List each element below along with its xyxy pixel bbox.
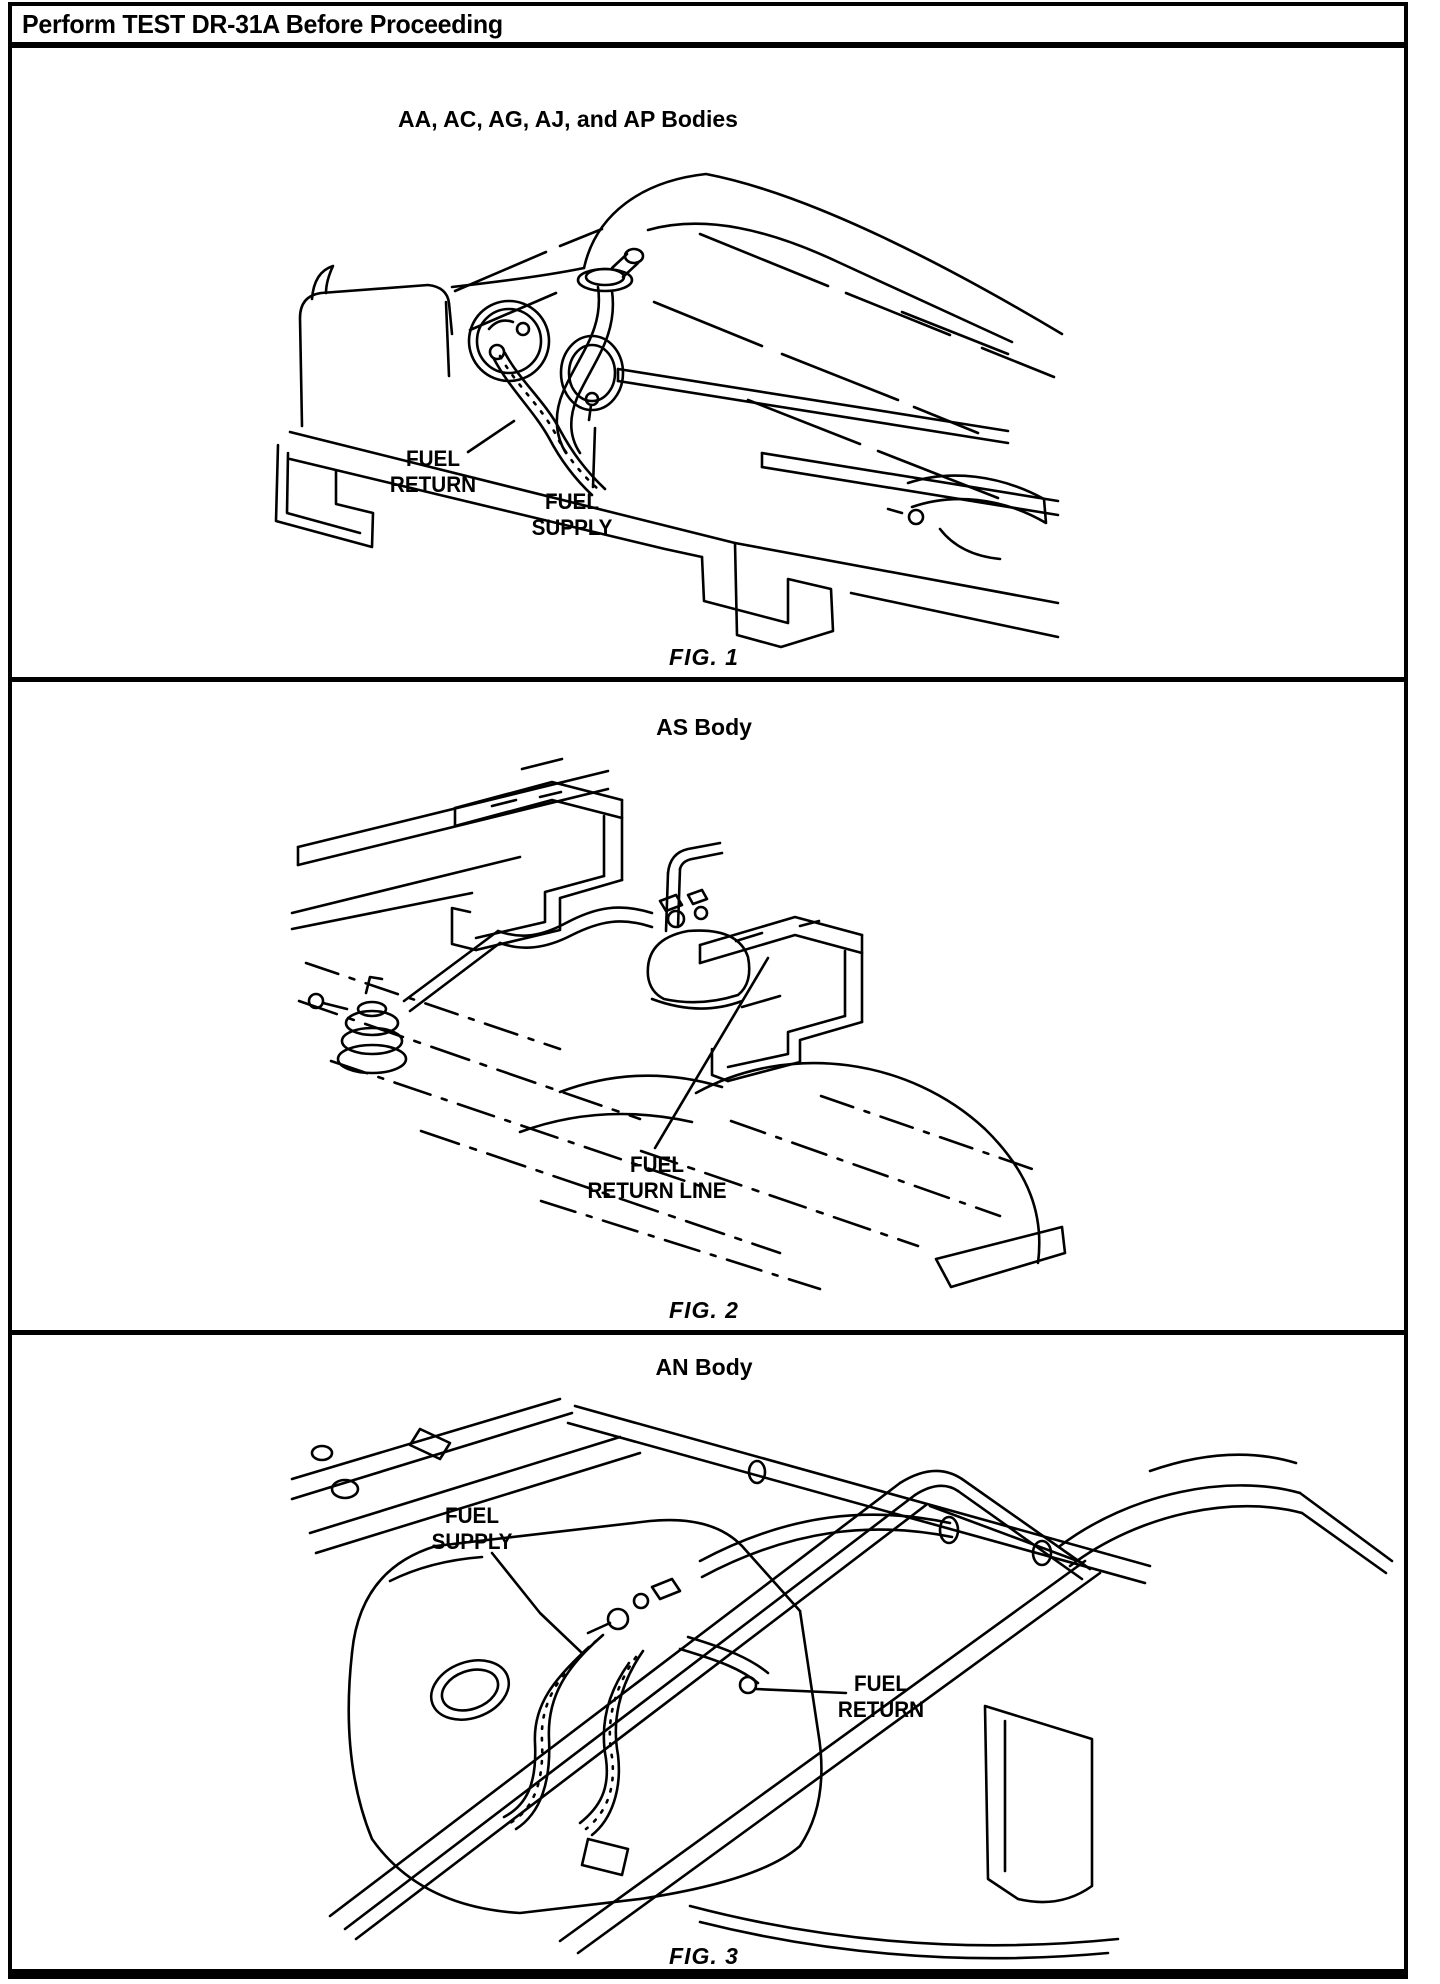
figure-3-title: AN Body <box>655 1354 753 1380</box>
fig2-fuel-return-line-label: FUEL RETURN LINE <box>587 1152 727 1203</box>
fig3-drawing <box>0 1335 1408 1971</box>
fig1-fuel-supply-label: FUEL SUPPLY <box>531 489 613 540</box>
figure-1-title: AA, AC, AG, AJ, and AP Bodies <box>398 106 738 132</box>
fig2-tank-art <box>292 759 1065 1289</box>
fig1-drawing <box>0 46 1408 677</box>
figure-3-caption: FIG. 3 <box>669 1943 739 1969</box>
fig2-leader-lines <box>655 958 768 1148</box>
figure-1-caption: FIG. 1 <box>669 644 739 670</box>
figure-2-caption: FIG. 2 <box>669 1297 739 1323</box>
fig1-fuel-return-label: FUEL RETURN <box>389 446 477 497</box>
fig2-drawing <box>0 682 1408 1330</box>
header-title: Perform TEST DR-31A Before Proceeding <box>22 9 503 39</box>
fig3-fuel-supply-label: FUEL SUPPLY <box>431 1503 513 1554</box>
fig1-tank-art <box>276 174 1062 647</box>
fig3-fuel-return-label: FUEL RETURN <box>837 1671 925 1722</box>
figure-2-title: AS Body <box>656 714 752 740</box>
